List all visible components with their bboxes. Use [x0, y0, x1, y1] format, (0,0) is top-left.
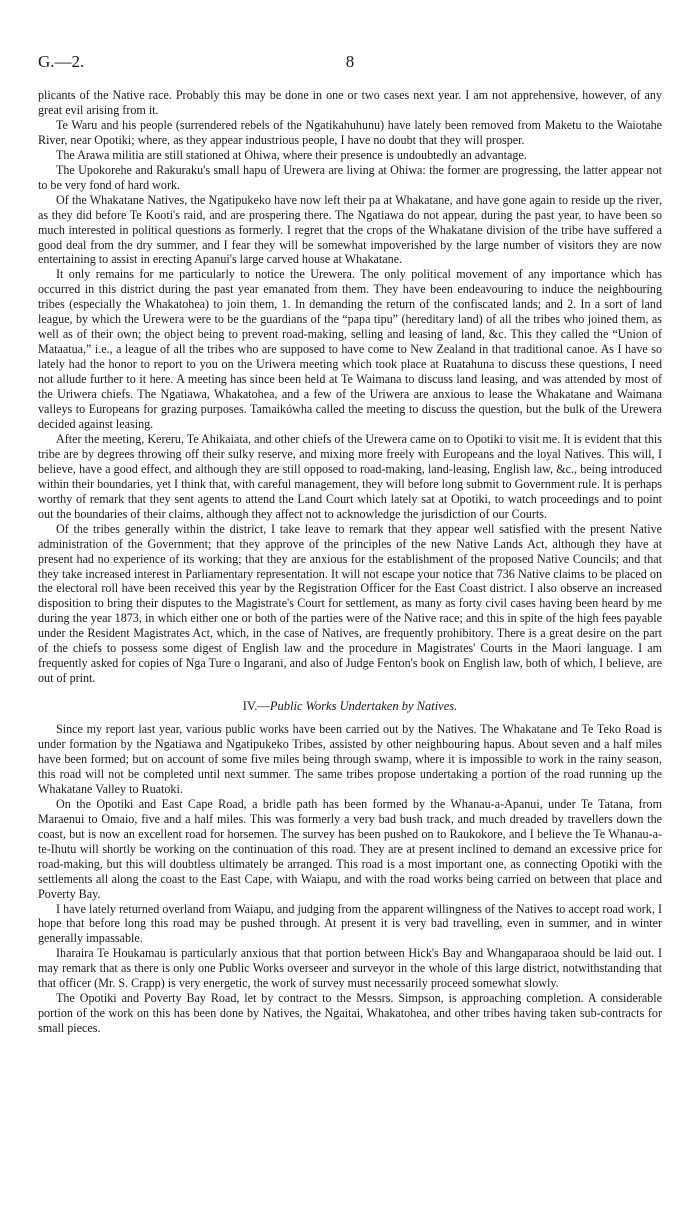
page-header	[38, 52, 662, 74]
paragraph: On the Opotiki and East Cape Road, a bridle path has been formed by the Whanau-a-Apanui, under Te Tatana, from Maraenui to Omaio, five and a half miles. This was formerly a very bad bush track, and much dreaded by travellers down the coast, but is now an excellent road for horsemen. The survey has been pushed on to Raukokore, and I believe the Te Whanau-a-te-Ihutu will shortly be working on the continuation of this road. They are at present inclined to demand an excessive price for road-making, but this will doubtless ultimately be arranged. This road is a most important one, as connecting Opotiki with the settlements all along the coast to the East Cape, with Waiapu, and with the road works being carried on between that place and Poverty Bay.	[38, 796, 662, 901]
paragraph: After the meeting, Kereru, Te Ahikaiata, and other chiefs of the Urewera came on to Opotiki to visit me. It is evident that this tribe are by degrees throwing off their sulky reserve, and mixing more freely with Europeans and the loyal Natives. This will, I believe, have a good effect, and although they are still opposed to road-making, land-leasing, English law, &c., being introduced within their boundaries, yet I think that, with careful management, they will before long submit to Government rule. It is perhaps worthy of remark that they sent agents to attend the Land Court which lately sat at Opotiki, to watch proceedings and to point out the boundaries of their claims, although they affect not to acknowledge the jurisdiction of our Courts.	[38, 431, 663, 521]
paragraph: I have lately returned overland from Waiapu, and judging from the apparent willingness of the Natives to accept road work, I hope that before long this road may be pushed through. At present it is very bad travelling, even in summer, and in winter generally impassable.	[38, 901, 662, 946]
paragraph: plicants of the Native race. Probably this may be done in one or two cases next year. I am not apprehensive, however, of any great evil arising from it.	[38, 88, 662, 117]
document-reference: G.—2.	[38, 52, 85, 71]
document-body	[38, 88, 662, 1036]
paragraph: Of the tribes generally within the district, I take leave to remark that they appear well satisfied with the present Native administration of the Government; that they approve of the principles of the new Native Lands Act, although they have at present had no experience of its working; that they are anxious for the establishment of the proposed Native Councils; and that they take increased interest in Parliamentary representation. It will not escape your notice that 736 Native claims to be placed on the electoral roll have been received this year by the Registration Officer for the East Coast district. I also observe an increased disposition to bring their disputes to the Magistrate's Court for settlement, as many as forty civil cases having been heard by me during the year 1873, in which either one or both of the parties were of the Native race; and this in spite of the high fees payable under the Resident Magistrates Act, which, in the case of Natives, are frequently prohibitory. There is a great desire on the part of the chiefs to possess some digest of English law and the procedure in Magistrates' Courts in the Maori language. I am frequently asked for copies of Nga Ture o Ingarani, and also of Judge Fenton's book on English law, both of which, I believe, are out of print.	[38, 521, 662, 686]
paragraph: The Opotiki and Poverty Bay Road, let by contract to the Messrs. Simpson, is approaching completion. A considerable portion of the work on this has been done by Natives, the Ngaitai, Whakatohea, and other tribes having taken sub-contracts for small pieces.	[38, 991, 662, 1036]
paragraph: Te Waru and his people (surrendered rebels of the Ngatikahuhunu) have lately been removed from Maketu to the Waiotahe River, near Opotiki; where, as they appear industrious people, I have no doubt that they will prosper.	[38, 117, 662, 147]
section-title: Public Works Undertaken by Natives.	[269, 699, 458, 714]
paragraph: Of the Whakatane Natives, the Ngatipukeko have now left their pa at Whakatane, and have gone again to reside up the river, as they did before Te Kooti's raid, and are prospering there. The Ngatiawa do not appear, during the past year, to have been so much interested in political questions as formerly. I regret that the crops of the Whakatane division of the tribe have suffered a good deal from the dry summer, and I fear they will be somewhat impoverished by the large number of visitors they are now entertaining to assist in erecting Apanui's large carved house at Whakatane.	[38, 192, 662, 267]
document-page	[38, 52, 662, 1036]
paragraph: The Arawa militia are still stationed at Ohiwa, where their presence is undoubtedly an advantage.	[56, 147, 527, 162]
section-numeral: IV.—	[242, 699, 270, 714]
paragraph: It only remains for me particularly to notice the Urewera. The only political movement of any importance which has occurred in this district during the past year emanated from them. They have been endeavouring to induce the neighbouring tribes (especially the Whakatohea) to join them, 1. In demanding the return of the confiscated lands; and 2. In a sort of land league, by which the Urewera were to be the guardians of the “papa tipu” (hereditary land) of all the tribes who joined them, as well as of their own; the object being to prevent road-making, selling and leasing of land, &c. This they called the “Union of Mataatua,” i.e., a league of all the tribes who are supposed to have come to New Zealand in that traditional canoe. As I have so lately had the honor to report to you on the Uriwera meeting which took place at Ruatahuna to discuss these questions, I need not allude further to it here. A meeting has since been held at Te Waimana to discuss land leasing, and was attended by most of the Uriwera chiefs. The Ngatiawa, Whakatohea, and a few of the Uriwera are anxious to lease the Whakatane and Waimana valleys to Europeans for grazing purposes. Tamaikówha called the meeting to discuss the question, but the bulk of the Urewera decided against leasing.	[38, 267, 662, 431]
paragraph: Since my report last year, various public works have been carried out by the Natives. The Whakatane and Te Teko Road is under formation by the Ngatiawa and Ngatipukeko Tribes, assisted by other neighbouring hapus. About seven and a half miles have been formed; but on account of some five miles being through swamp, where it is impossible to work in the rainy season, this road will not be completed until next summer. The same tribes propose undertaking a portion of the road running up the Whakatane Valley to Ruatoki.	[38, 722, 662, 796]
section-heading	[38, 699, 662, 714]
paragraph: The Upokorehe and Rakuraku's small hapu of Urewera are living at Ohiwa: the former are progressing, the latter appear not to be very fond of hard work.	[38, 162, 662, 192]
paragraph: Iharaira Te Houkamau is particularly anxious that that portion between Hick's Bay and Whangaparaoa should be laid out. I may remark that as there is only one Public Works overseer and surveyor in the whole of this large district, notwithstanding that that officer (Mr. S. Crapp) is very energetic, the work of survey must necessarily proceed somewhat slowly.	[38, 946, 662, 991]
page-number: 8	[345, 52, 355, 71]
